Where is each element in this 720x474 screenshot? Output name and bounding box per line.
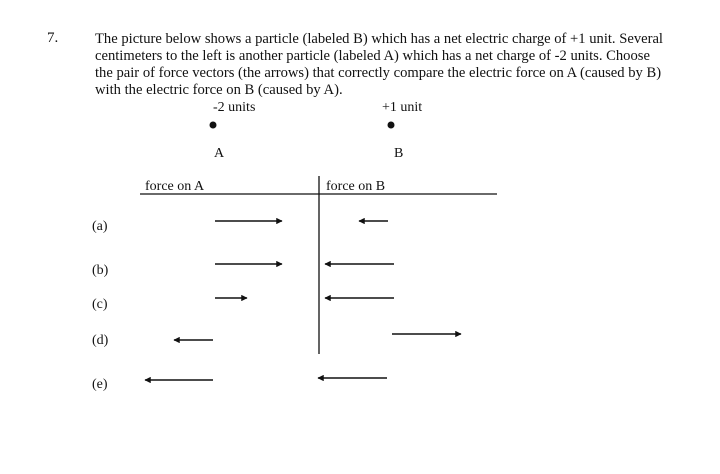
particle-b-dot [388, 122, 395, 129]
particle-a-dot [210, 122, 217, 129]
particle-b-charge: +1 unit [382, 100, 423, 115]
question-text-line-2: centimeters to the left is another particle (labeled A) which has a net charge of -2 units. Choose [95, 48, 650, 64]
column-header-force-on-a: force on A [145, 179, 205, 194]
option-d-label: (d) [92, 333, 109, 348]
particle-a-charge: -2 units [213, 100, 256, 115]
option-a-label: (a) [92, 219, 108, 234]
particle-a-label: A [214, 146, 225, 161]
option-e-label: (e) [92, 377, 108, 392]
question-text-line-3: the pair of force vectors (the arrows) that correctly compare the electric force on A (caused by B) [95, 65, 662, 81]
question-number: 7. [47, 30, 59, 46]
column-header-force-on-b: force on B [326, 179, 386, 194]
question-text-line-4: with the electric force on B (caused by A). [95, 82, 343, 98]
question-text-line-1: The picture below shows a particle (labeled B) which has a net electric charge of +1 unit. Several [95, 31, 663, 47]
option-c-label: (c) [92, 297, 108, 312]
particle-b-label: B [394, 146, 404, 161]
option-b-label: (b) [92, 263, 109, 278]
